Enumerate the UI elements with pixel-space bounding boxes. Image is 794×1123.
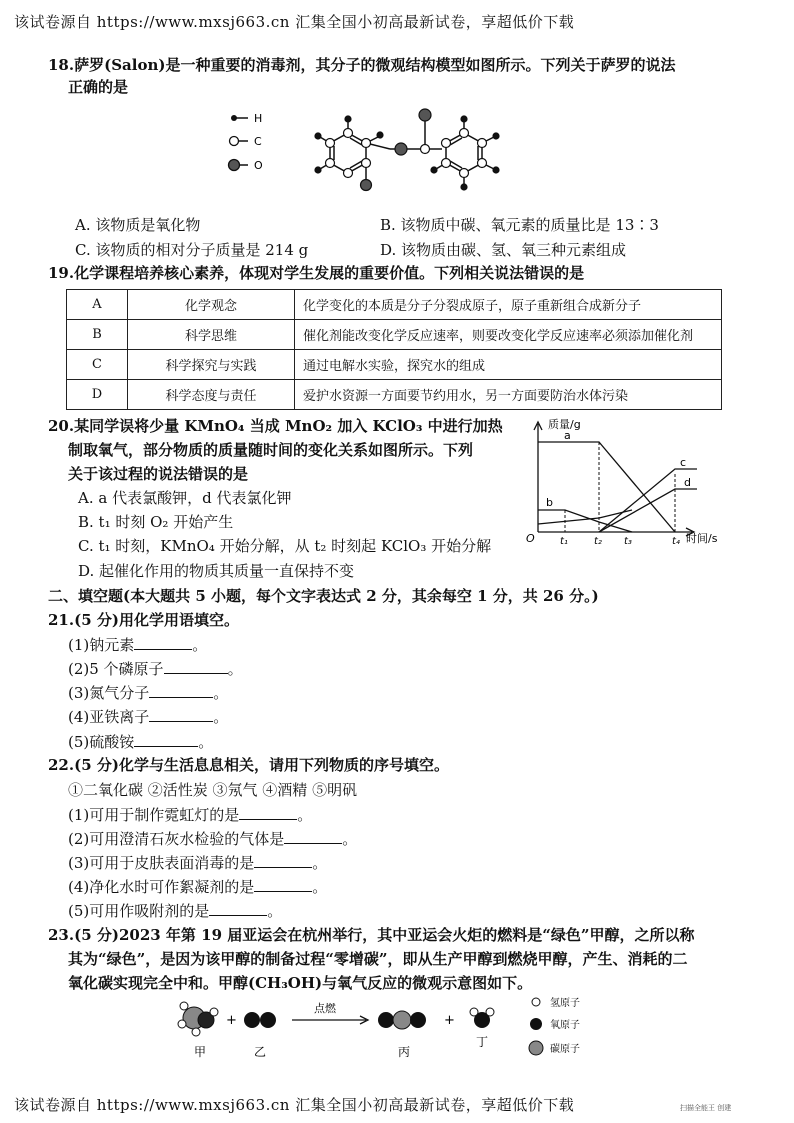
- page-footer-watermark: 该试卷源自 https://www.mxsj663.cn 汇集全国小初高最新试卷，享超低价下载: [14, 1096, 575, 1114]
- curve-label-c: c: [680, 456, 687, 469]
- salon-molecule-model: [220, 103, 520, 203]
- q22-item-5: (5)可用作吸附剂的是 。: [68, 902, 283, 920]
- graph-ylabel: 质量/g: [548, 418, 581, 431]
- q21-item-4: (4)亚铁离子 。: [68, 708, 229, 726]
- answer-blank[interactable]: [149, 707, 213, 722]
- label-bing: 丙: [398, 1045, 411, 1059]
- atom-legend: [529, 996, 580, 1055]
- q20-mass-time-graph: [522, 414, 732, 546]
- section2-heading: 二、填空题(本大题共 5 小题，每个文字表达式 2 分，其余每空 1 分，共 26 分。): [48, 587, 599, 605]
- graph-tick: t₁: [560, 536, 568, 546]
- q22-stem: 22.(5 分)化学与生活息息相关，请用下列物质的序号填空。: [48, 756, 449, 774]
- q18-option-d: D. 该物质由碳、氢、氧三种元素组成: [380, 241, 627, 259]
- svg-text:C: C: [254, 135, 262, 148]
- curve-a: [538, 442, 675, 532]
- methanol-reaction-diagram: [170, 994, 620, 1066]
- q21-item-2: (2)5 个磷原子 。: [68, 660, 243, 678]
- answer-blank[interactable]: [209, 901, 267, 916]
- q18-stem-line2: 正确的是: [68, 78, 129, 96]
- reaction-condition: 点燃: [314, 1002, 336, 1015]
- curve-d: [599, 489, 697, 532]
- q20-stem-line3: 关于该过程的说法错误的是: [68, 465, 249, 483]
- answer-blank[interactable]: [239, 805, 297, 820]
- graph-xlabel: 时间/s: [686, 532, 718, 545]
- q19-table: [66, 289, 722, 410]
- graph-tick: t₃: [624, 536, 632, 546]
- q20-stem-line1: 20.某同学误将少量 KMnO₄ 当成 MnO₂ 加入 KClO₃ 中进行加热: [48, 417, 503, 435]
- curve-label-b: b: [546, 496, 553, 509]
- q18-option-c: C. 该物质的相对分子质量是 214 g: [75, 241, 309, 259]
- q21-item-1: (1)钠元素 。: [68, 636, 208, 654]
- table-row: C 科学探究与实践 通过电解水实验，探究水的组成: [67, 350, 722, 380]
- answer-blank[interactable]: [134, 635, 192, 650]
- q18-option-b: B. 该物质中碳、氧元素的质量比是 13∶3: [380, 216, 659, 234]
- q21-item-3: (3)氮气分子 。: [68, 684, 229, 702]
- answer-blank[interactable]: [134, 732, 198, 747]
- svg-text:+: +: [444, 1013, 455, 1028]
- q22-item-1: (1)可用于制作霓虹灯的是 。: [68, 806, 313, 824]
- q19-stem: 19.化学课程培养核心素养，体现对学生发展的重要价值。下列相关说法错误的是: [48, 264, 585, 282]
- q20-option-c: C. t₁ 时刻，KMnO₄ 开始分解，从 t₂ 时刻起 KClO₃ 开始分解: [78, 537, 492, 555]
- graph-origin: O: [526, 532, 535, 545]
- q21-item-5: (5)硫酸铵 。: [68, 733, 214, 751]
- q22-choices: ①二氧化碳 ②活性炭 ③氖气 ④酒精 ⑤明矾: [68, 781, 358, 799]
- answer-blank[interactable]: [164, 659, 228, 674]
- q23-stem-line2: 其为“绿色”，是因为该甲醇的制备过程“零增碳”，即从生产甲醇到燃烧甲醇，产生、消耗的二: [68, 950, 688, 968]
- svg-text:O: O: [254, 159, 263, 172]
- label-ding: 丁: [476, 1035, 489, 1049]
- q22-item-2: (2)可用澄清石灰水检验的气体是 。: [68, 830, 358, 848]
- graph-tick: t₄: [672, 536, 680, 546]
- q20-option-b: B. t₁ 时刻 O₂ 开始产生: [78, 513, 234, 531]
- svg-text:+: +: [226, 1013, 237, 1028]
- scanner-watermark: 扫描全能王 创建: [680, 1104, 732, 1112]
- molecule-legend: [229, 112, 264, 172]
- table-row: A 化学观念 化学变化的本质是分子分裂成原子，原子重新组合成新分子: [67, 290, 722, 320]
- label-jia: 甲: [194, 1045, 207, 1059]
- q21-stem: 21.(5 分)用化学用语填空。: [48, 611, 239, 629]
- answer-blank[interactable]: [254, 877, 312, 892]
- q22-item-4: (4)净化水时可作絮凝剂的是 。: [68, 878, 328, 896]
- svg-text:碳原子: 碳原子: [550, 1044, 580, 1055]
- curve-label-d: d: [684, 476, 691, 489]
- curve-label-a: a: [564, 429, 571, 442]
- page-header-watermark: 该试卷源自 https://www.mxsj663.cn 汇集全国小初高最新试卷，享超低价下载: [14, 13, 575, 31]
- q20-stem-line2: 制取氧气，部分物质的质量随时间的变化关系如图所示。下列: [68, 441, 474, 459]
- answer-blank[interactable]: [284, 829, 342, 844]
- table-row: B 科学思维 催化剂能改变化学反应速率，则要改变化学反应速率必须添加催化剂: [67, 320, 722, 350]
- graph-tick: t₂: [594, 536, 602, 546]
- q23-stem-line3: 氧化碳实现完全中和。甲醇(CH₃OH)与氧气反应的微观示意图如下。: [68, 974, 533, 992]
- label-yi: 乙: [254, 1045, 267, 1059]
- q18-stem-line1: 18.萨罗(Salon)是一种重要的消毒剂，其分子的微观结构模型如图所示。下列关于萨罗的说法: [48, 56, 676, 74]
- answer-blank[interactable]: [149, 683, 213, 698]
- svg-text:H: H: [254, 112, 263, 125]
- svg-text:氢原子: 氢原子: [550, 998, 580, 1009]
- q22-item-3: (3)可用于皮肤表面消毒的是 。: [68, 854, 328, 872]
- q20-option-d: D. 起催化作用的物质其质量一直保持不变: [78, 562, 355, 580]
- answer-blank[interactable]: [254, 853, 312, 868]
- table-row: D 科学态度与责任 爱护水资源一方面要节约用水，另一方面要防治水体污染: [67, 380, 722, 410]
- q20-option-a: A. a 代表氯酸钾，d 代表氯化钾: [78, 489, 292, 507]
- svg-text:氧原子: 氧原子: [550, 1020, 580, 1031]
- q23-stem-line1: 23.(5 分)2023 年第 19 届亚运会在杭州举行，其中亚运会火炬的燃料是“绿色”甲醇，之所以称: [48, 926, 695, 944]
- q18-option-a: A. 该物质是氧化物: [75, 216, 201, 234]
